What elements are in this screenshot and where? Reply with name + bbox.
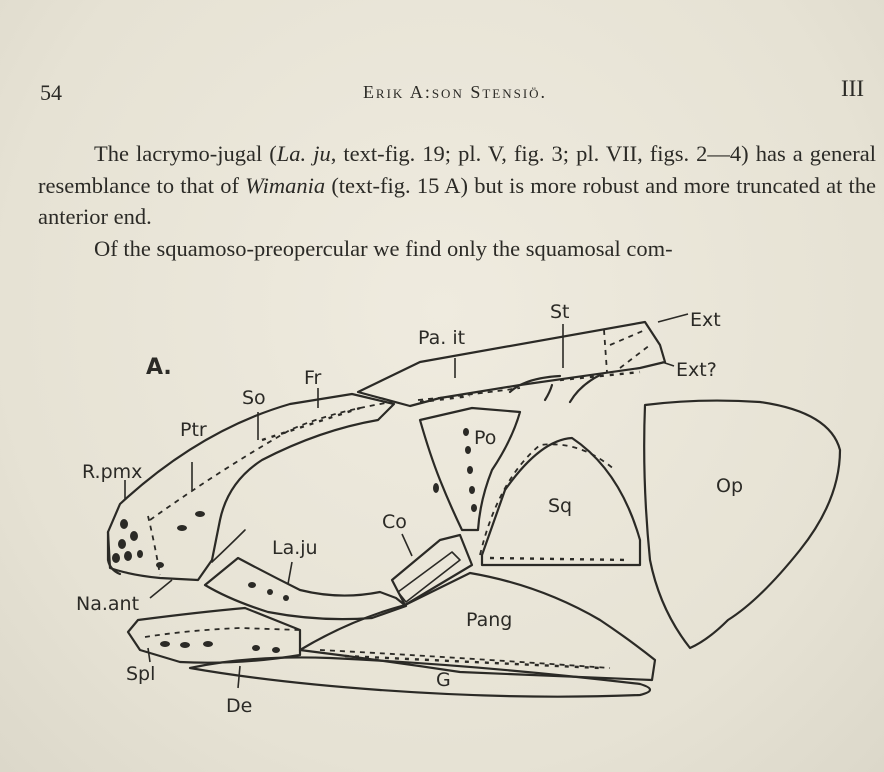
p1-text: , text-fig. 19; pl. V, fig. 3; pl. VII, figs. 2—4) has a general resemblance to that of xyxy=(38,141,876,198)
label-de: De xyxy=(226,695,253,717)
label-po: Po xyxy=(474,427,497,449)
page-number: 54 xyxy=(40,80,62,105)
label-laju: La.ju xyxy=(272,537,318,559)
p1-text: The lacrymo-jugal ( xyxy=(94,141,277,166)
label-rpmx: R.pmx xyxy=(82,461,143,483)
gular-bone xyxy=(190,657,650,696)
label-so: So xyxy=(242,387,266,409)
panel-label: A. xyxy=(146,355,172,380)
label-fr: Fr xyxy=(304,367,322,389)
label-ptr: Ptr xyxy=(180,419,207,441)
lower-jaw xyxy=(128,608,300,663)
label-naant: Na.ant xyxy=(76,593,140,615)
coronoid-bone xyxy=(392,535,472,605)
p1-genus: Wimania xyxy=(245,172,326,198)
paragraph-2: Of the squamoso-preopercular we find only the squamosal com- xyxy=(94,235,673,261)
label-pa-it: Pa. it xyxy=(418,327,466,349)
label-co: Co xyxy=(382,511,407,533)
label-pang: Pang xyxy=(466,609,513,631)
label-op: Op xyxy=(716,475,744,497)
section-number: III xyxy=(841,76,864,101)
skull-roof xyxy=(108,394,394,580)
label-spl: Spl xyxy=(126,663,156,685)
label-ext: Ext xyxy=(690,309,721,331)
parietal-bone xyxy=(358,322,665,406)
label-st: St xyxy=(550,301,570,323)
opercular-bone xyxy=(644,401,840,648)
p1-abbrev: La. ju xyxy=(276,141,331,166)
p1-text: (text-fig. 15 A) but is more robust and more truncated at the anterior end. xyxy=(38,172,876,229)
running-head: Erik A:son Stensiö. xyxy=(362,82,548,102)
label-g: G xyxy=(436,669,451,691)
label-ext-q: Ext? xyxy=(676,359,717,381)
label-sq: Sq xyxy=(548,495,573,517)
